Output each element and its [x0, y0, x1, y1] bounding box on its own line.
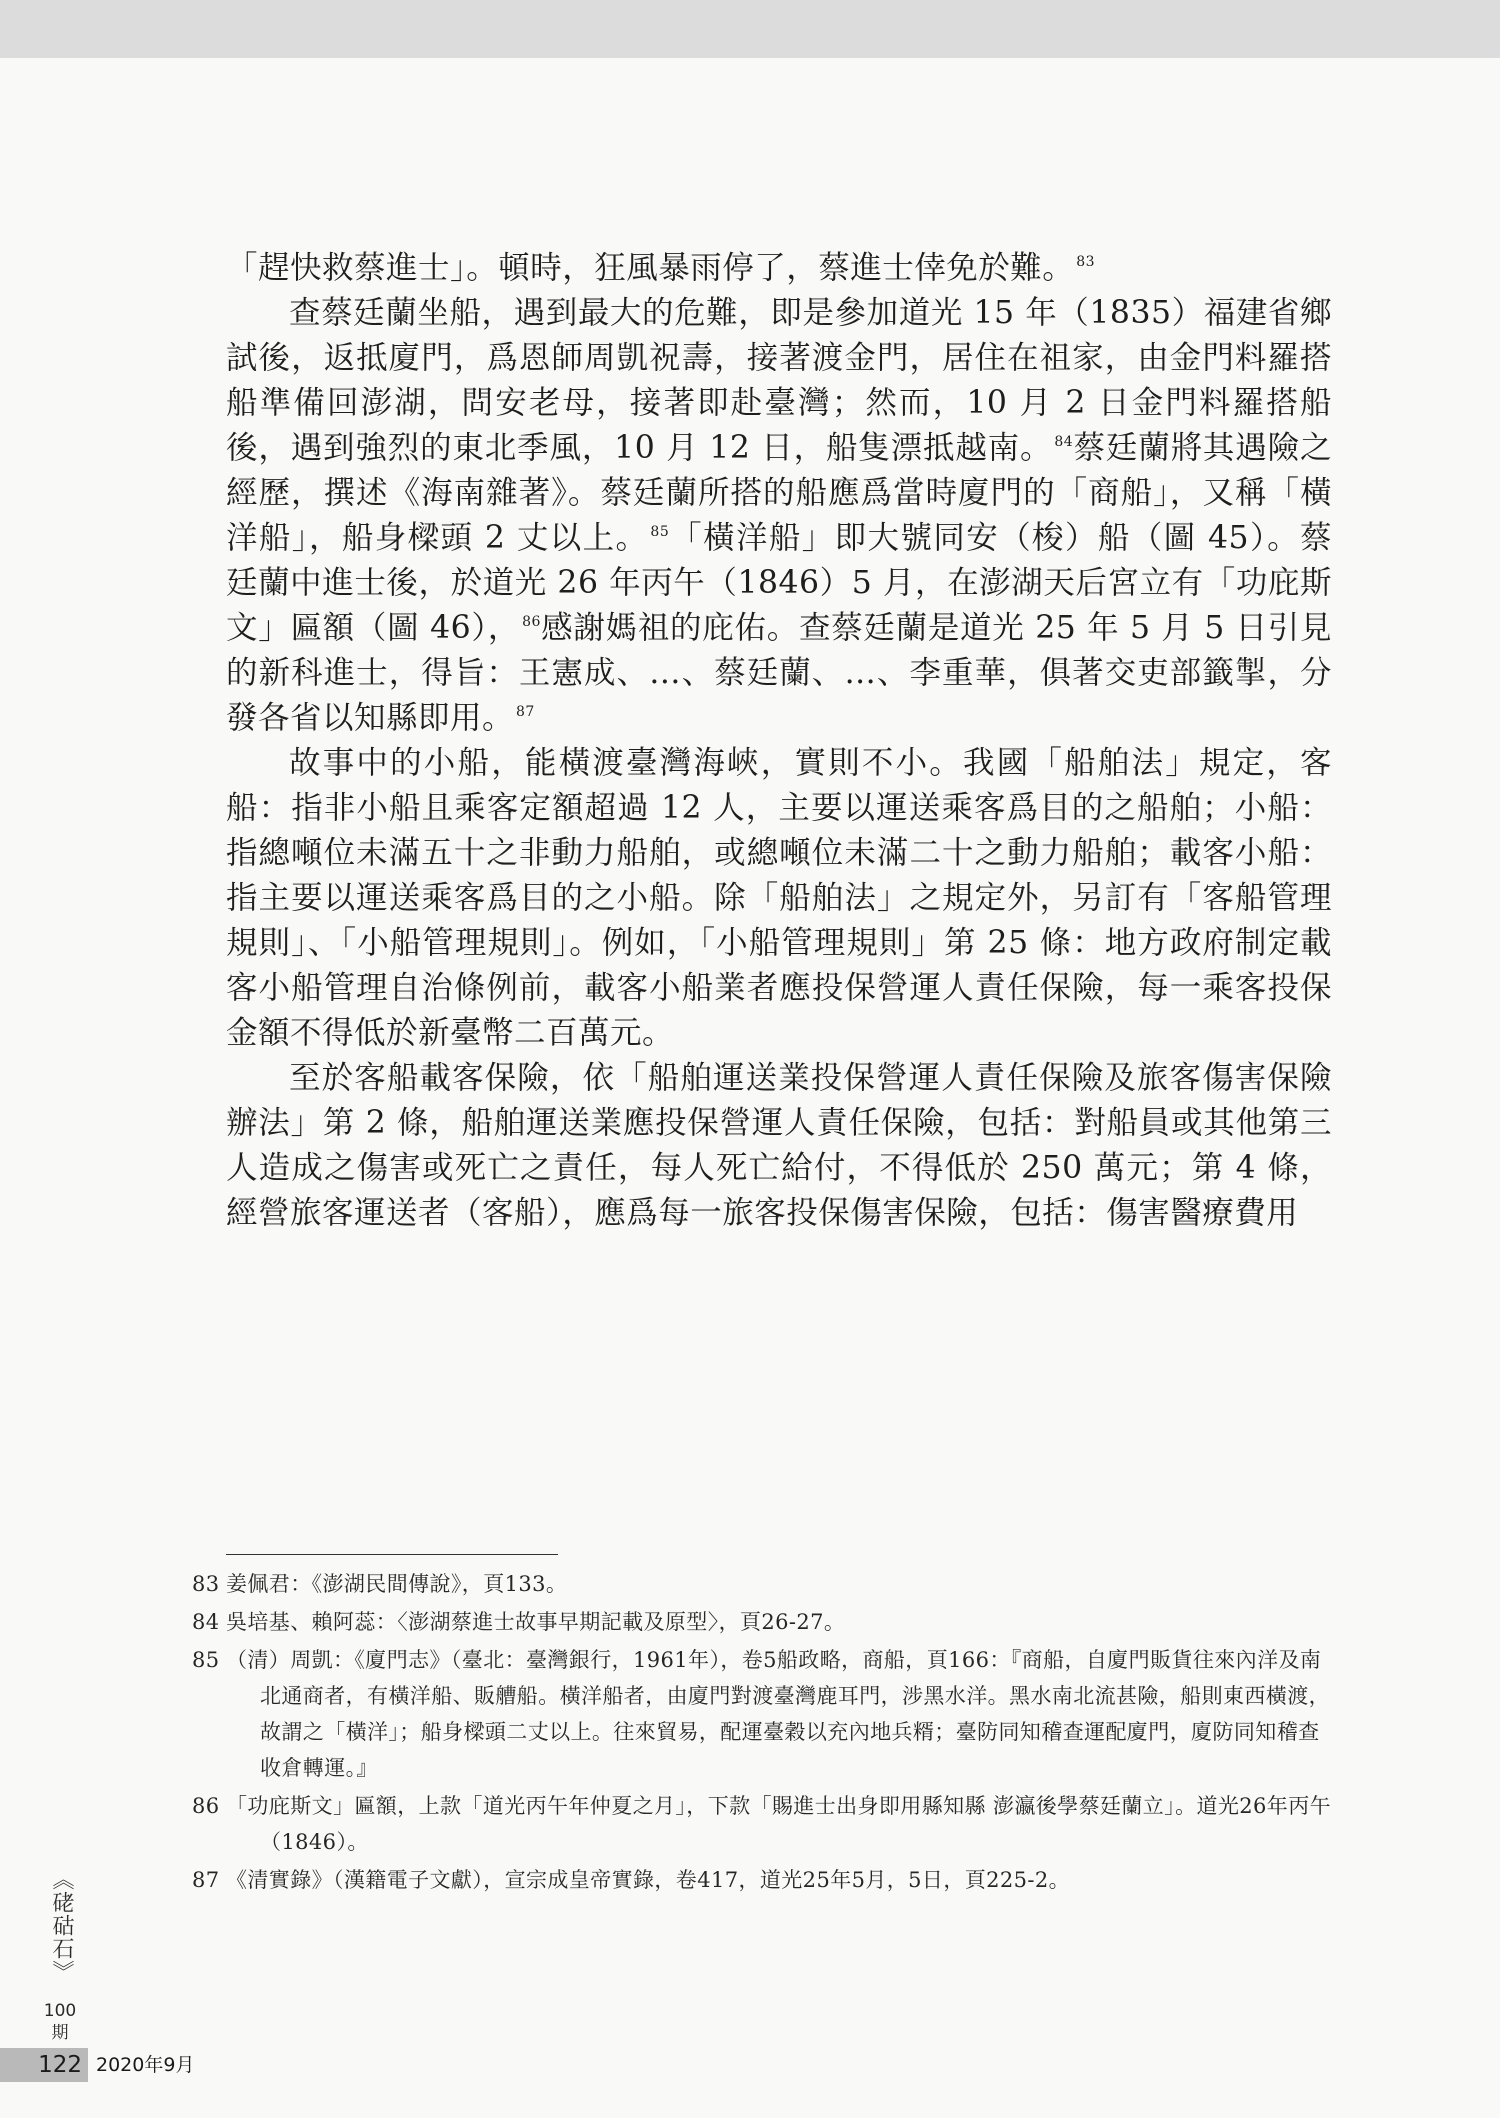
paragraph-text: 至於客船載客保險，依「船舶運送業投保營運人責任保險及旅客傷害保險辦法」第 2 條，船舶運送業應投保營運人責任保險，包括：對船員或其他第三人造成之傷害或死亡之責任，每人死亡給付，不得低於 250 萬元；第 4 條，經營旅客運送者（客船），應爲每一旅客投保傷害保險，包括：傷害醫療費用 — [226, 1060, 1332, 1231]
paragraph-text: 感謝媽祖的庇佑。查蔡廷蘭是道光 25 年 5 月 5 日引見的新科進士，得旨：王憲成、…、蔡廷蘭、…、李重華，俱著交吏部籤掣，分發各省以知縣即用。 — [226, 610, 1332, 736]
journal-title: 《硓𥑮石》 — [49, 1868, 74, 1983]
paragraph-text: 故事中的小船，能橫渡臺灣海峽，實則不小。我國「船舶法」規定，客船：指非小船且乘客定額超過 12 人，主要以運送乘客爲目的之船舶；小船：指總噸位未滿五十之非動力船舶，或總噸位未滿二十之動力船舶；載客小船：指主要以運送乘客爲目的之小船。除「船舶法」之規定外，另訂有「客船管理規則」、「小船管理規則」。例如，「小船管理規則」第 25 條：地方政府制定載客小船管理自治條例前，載客小船業者應投保營運人責任保險，每一乘客投保金額不得低於新臺幣二百萬元。 — [226, 745, 1332, 1051]
footnote-reference[interactable]: 87 — [516, 704, 535, 720]
footnote-text: 《清實錄》（漢籍電子文獻），宣宗成皇帝實錄，卷417，道光25年5月，5日，頁225-2。 — [226, 1868, 1071, 1892]
paragraph-text: 蔡廷蘭將其遇險之經歷，撰述《海南雜著》。蔡廷蘭所搭的船應爲當時廈門的「商船」，又稱「橫洋船」，船身樑頭 2 丈以上。 — [226, 430, 1332, 556]
footnote-text: （清）周凱：《廈門志》（臺北：臺灣銀行，1961年），卷5船政略，商船，頁166：『商船，自廈門販貨往來內洋及南北通商者，有橫洋船、販艚船。橫洋船者，由廈門對渡臺灣鹿耳門，涉黑水洋。黑水南北流甚險，船則東西橫渡，故謂之「橫洋」；船身樑頭二丈以上。往來貿易，配運臺穀以充內地兵糈；臺防同知稽查運配廈門，廈防同知稽查收倉轉運。』 — [226, 1648, 1330, 1780]
scan-top-margin — [0, 0, 1500, 59]
footnote-item — [226, 1862, 1332, 1898]
footnote-reference[interactable]: 85 — [650, 524, 670, 540]
body-paragraph — [226, 246, 1332, 291]
body-paragraph — [226, 291, 1332, 741]
paragraph-text: 查蔡廷蘭坐船，遇到最大的危難，即是參加道光 15 年（1835）福建省鄉試後，返抵廈門，爲恩師周凱祝壽，接著渡金門，居住在祖家，由金門料羅搭船準備回澎湖，問安老母，接著即赴臺灣；然而，10 月 2 日金門料羅搭船後，遇到強烈的東北季風，10 月 12 日，船隻漂抵越南。 — [226, 295, 1332, 466]
footnote-item — [226, 1642, 1332, 1786]
paragraph-text: 「趕快救蔡進士」。頓時，狂風暴雨停了，蔡進士倖免於難。 — [226, 250, 1075, 286]
footnote-text: 吳培基、賴阿蕊：〈澎湖蔡進士故事早期記載及原型〉，頁26-27。 — [226, 1610, 846, 1634]
footnotes — [226, 1566, 1332, 1900]
footnote-text: 「功庇斯文」匾額，上款「道光丙午年仲夏之月」，下款「賜進士出身即用縣知縣 澎瀛後學蔡廷蘭立」。道光26年丙午（1846）。 — [226, 1794, 1331, 1854]
footnote-reference[interactable]: 86 — [522, 614, 541, 630]
footnote-item — [226, 1788, 1332, 1860]
footnote-text: 姜佩君：《澎湖民間傳說》，頁133。 — [226, 1572, 568, 1596]
footnote-item — [226, 1604, 1332, 1640]
footnote-item — [226, 1566, 1332, 1602]
footnote-divider — [226, 1554, 558, 1555]
body-paragraph — [226, 1056, 1332, 1236]
footnote-reference[interactable]: 84 — [1054, 434, 1074, 450]
footnote-reference[interactable]: 83 — [1076, 254, 1096, 270]
issue-date: 2020年9月 — [96, 2054, 195, 2076]
journal-issue: 100期 — [43, 2001, 77, 2043]
paragraph-text: 「橫洋船」即大號同安（梭）船（圖 45）。蔡廷蘭中進士後，於道光 26 年丙午（1846）5 月，在澎湖天后宮立有「功庇斯文」匾額（圖 46）， — [226, 520, 1332, 646]
body-paragraph — [226, 741, 1332, 1056]
page-number: 122 — [0, 2048, 88, 2082]
body-text — [226, 246, 1332, 1236]
